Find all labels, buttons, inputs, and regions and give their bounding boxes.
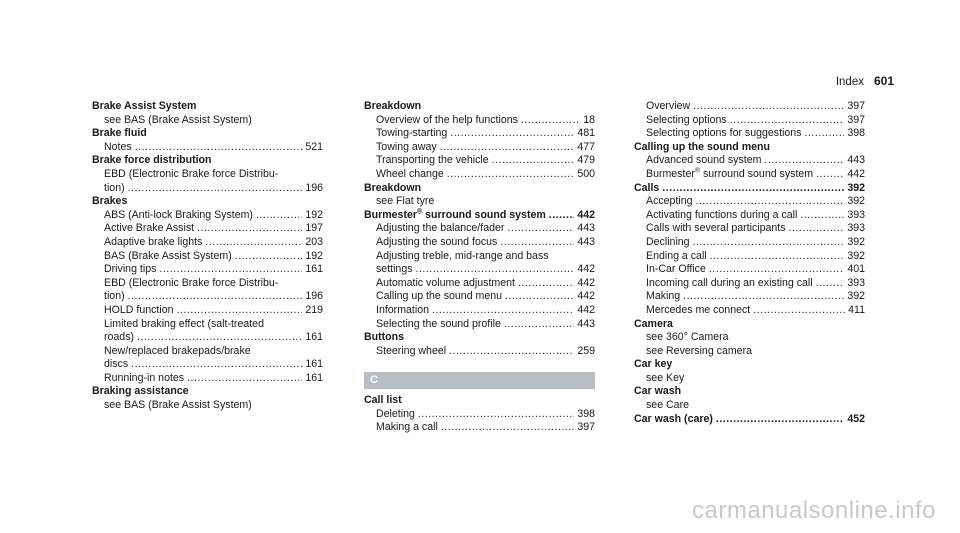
leader-dots <box>441 421 574 435</box>
leader-dots <box>789 222 845 236</box>
leader-dots <box>710 250 845 264</box>
index-subentry[interactable] <box>92 209 323 223</box>
entry-text: Towing-starting <box>376 127 448 140</box>
leader-dots <box>159 263 302 277</box>
index-subentry <box>364 250 595 264</box>
entry-text: Breakdown <box>364 181 422 194</box>
index-subentry <box>634 331 865 345</box>
index-subentry[interactable] <box>364 408 595 422</box>
index-subentry <box>634 372 865 386</box>
entry-text: see 360° Camera <box>646 331 729 344</box>
entry-text: Breakdown <box>364 100 422 112</box>
index-subentry[interactable] <box>364 421 595 435</box>
index-subentry[interactable] <box>92 141 323 155</box>
index-subentry <box>92 399 323 413</box>
leader-dots <box>521 114 580 128</box>
entry-text: Adjusting the balance/fader <box>376 222 505 235</box>
page-reference[interactable]: 398 <box>577 407 595 420</box>
leader-dots <box>549 209 575 223</box>
entry-text: HOLD function <box>104 303 174 316</box>
index-subentry[interactable] <box>634 209 865 223</box>
page-reference[interactable]: 219 <box>305 303 323 316</box>
entry-text: Steering wheel <box>376 344 447 357</box>
page-reference[interactable]: 397 <box>847 100 865 112</box>
index-subentry[interactable] <box>634 277 865 291</box>
entry-text: Selecting options for suggestions <box>646 127 802 140</box>
entry-text: see Key <box>646 371 685 384</box>
entry-text: see BAS (Brake Assist System) <box>104 113 252 126</box>
entry-text: settings <box>376 263 413 276</box>
leader-dots <box>507 222 574 236</box>
entry-text: see Reversing camera <box>646 344 752 357</box>
watermark: carmanualsonline.info <box>692 497 936 524</box>
page-reference[interactable]: 401 <box>847 263 865 276</box>
index-subentry <box>634 345 865 359</box>
entry-text: Active Brake Assist <box>104 222 195 235</box>
index-subentry[interactable] <box>634 154 865 168</box>
index-subentry <box>92 318 323 332</box>
index-subentry[interactable] <box>634 195 865 209</box>
index-heading <box>364 182 595 196</box>
entry-text: Car key <box>634 358 673 371</box>
index-subentry[interactable] <box>634 100 865 114</box>
entry-text: Advanced sound system <box>646 154 762 167</box>
entry-text: Accepting <box>646 195 693 208</box>
leader-dots <box>816 277 845 291</box>
page-reference[interactable]: 443 <box>577 317 595 330</box>
entry-text: Ending a call <box>646 249 707 262</box>
index-subentry[interactable] <box>364 154 595 168</box>
entry-text: In-Car Office <box>646 263 706 276</box>
page-reference[interactable]: 392 <box>847 290 865 303</box>
page-reference[interactable]: 197 <box>305 222 323 235</box>
index-subentry[interactable] <box>634 168 865 182</box>
leader-dots <box>492 154 575 168</box>
leader-dots <box>662 182 844 196</box>
page-reference[interactable]: 442 <box>577 276 595 289</box>
index-subentry <box>92 277 323 291</box>
leader-dots <box>128 290 303 304</box>
page-reference[interactable]: 442 <box>577 208 595 221</box>
page-reference[interactable]: 392 <box>847 195 865 208</box>
entry-text: Adaptive brake lights <box>104 235 203 248</box>
entry-text: tion) <box>104 290 125 303</box>
index-subentry[interactable] <box>92 222 323 236</box>
page-reference[interactable]: 479 <box>577 154 595 167</box>
entry-text: Buttons <box>364 331 405 344</box>
entry-text: BAS (Brake Assist System) <box>104 249 232 262</box>
index-subentry[interactable] <box>634 250 865 264</box>
entry-text: Automatic volume adjustment <box>376 276 515 289</box>
entry-text: Braking assistance <box>92 385 189 398</box>
entry-text: see Flat tyre <box>376 195 435 208</box>
page-reference[interactable]: 442 <box>577 263 595 276</box>
entry-text: Burmester® surround sound system <box>364 208 546 221</box>
page-reference[interactable]: 411 <box>848 303 865 316</box>
index-subentry[interactable] <box>364 304 595 318</box>
index-subentry[interactable] <box>634 290 865 304</box>
index-subentry[interactable] <box>364 290 595 304</box>
index-subentry <box>634 399 865 413</box>
page-header <box>836 74 894 88</box>
entry-text: Burmester® surround sound system <box>646 167 814 180</box>
entry-text: Selecting options <box>646 113 727 126</box>
leader-dots <box>518 277 574 291</box>
leader-dots <box>440 141 575 155</box>
page-reference[interactable]: 393 <box>847 276 865 289</box>
page-reference[interactable]: 481 <box>577 127 595 140</box>
index-heading <box>634 358 865 372</box>
leader-dots <box>504 318 574 332</box>
index-subentry[interactable] <box>634 127 865 141</box>
entry-text: Brake fluid <box>92 127 147 140</box>
entry-text: Call list <box>364 394 402 407</box>
entry-text: tion) <box>104 181 125 194</box>
page-reference[interactable]: 397 <box>847 113 865 126</box>
entry-text: Calling up the sound menu <box>634 140 770 153</box>
entry-text: roads) <box>104 331 135 344</box>
index-subentry <box>92 168 323 182</box>
index-heading <box>634 141 865 155</box>
leader-dots <box>418 408 574 422</box>
entry-text: Incoming call during an existing call <box>646 276 813 289</box>
index-column-2 <box>364 100 595 435</box>
index-heading <box>634 385 865 399</box>
entry-text: Declining <box>646 235 690 248</box>
leader-dots <box>135 141 303 155</box>
index-heading <box>364 331 595 345</box>
entry-text: Brakes <box>92 195 128 208</box>
page-reference[interactable]: 196 <box>305 290 323 303</box>
page-reference[interactable]: 392 <box>847 181 865 194</box>
leader-dots <box>804 127 844 141</box>
index-subentry[interactable] <box>92 331 323 345</box>
leader-dots <box>187 372 302 386</box>
page-number: 601 <box>873 74 894 88</box>
page-reference[interactable]: 18 <box>583 113 595 126</box>
entry-text: Brake force distribution <box>92 154 212 167</box>
leader-dots <box>205 236 302 250</box>
page-reference[interactable]: 161 <box>305 371 323 384</box>
entry-text: Selecting the sound profile <box>376 317 501 330</box>
index-subentry[interactable] <box>92 182 323 196</box>
section-letter-bar: C <box>364 372 595 389</box>
leader-dots <box>500 236 574 250</box>
page-reference[interactable]: 398 <box>847 127 865 140</box>
entry-text: Limited braking effect (salt-treated <box>104 317 264 330</box>
entry-text: Information <box>376 303 429 316</box>
index-heading <box>92 127 323 141</box>
entry-text: Overview <box>646 100 691 112</box>
entry-text: ABS (Anti-lock Braking System) <box>104 208 253 221</box>
leader-dots <box>696 195 845 209</box>
entry-text: EBD (Electronic Brake force Distribu- <box>104 276 279 289</box>
entry-text: Mercedes me connect <box>646 303 751 316</box>
leader-dots <box>131 358 302 372</box>
index-subentry[interactable] <box>634 222 865 236</box>
leader-dots <box>505 290 574 304</box>
index-heading[interactable] <box>364 209 595 223</box>
index-column-1 <box>92 100 323 413</box>
index-subentry <box>92 114 323 128</box>
page-reference[interactable]: 477 <box>577 140 595 153</box>
entry-text: Calls <box>634 181 660 194</box>
index-subentry[interactable] <box>92 304 323 318</box>
page-reference[interactable]: 452 <box>847 412 865 425</box>
leader-dots <box>709 263 844 277</box>
leader-dots <box>730 114 845 128</box>
page-reference[interactable]: 443 <box>847 154 865 167</box>
page-reference[interactable]: 161 <box>305 331 323 344</box>
entry-text: Car wash (care) <box>634 412 713 425</box>
leader-dots <box>432 304 574 318</box>
index-subentry[interactable] <box>92 250 323 264</box>
page-reference[interactable]: 521 <box>305 140 323 153</box>
entry-text: Making a call <box>376 421 438 434</box>
entry-text: Towing away <box>376 140 437 153</box>
index-subentry[interactable] <box>92 236 323 250</box>
index-subentry[interactable] <box>364 222 595 236</box>
entry-text: Calling up the sound menu <box>376 290 503 303</box>
index-subentry[interactable] <box>634 263 865 277</box>
index-heading[interactable] <box>634 413 865 427</box>
entry-text: Deleting <box>376 407 415 420</box>
entry-text: Calls with several participants <box>646 222 786 235</box>
leader-dots <box>449 345 574 359</box>
leader-dots <box>176 304 302 318</box>
entry-text: Running-in notes <box>104 371 185 384</box>
leader-dots <box>716 413 844 427</box>
index-subentry[interactable] <box>92 358 323 372</box>
index-heading <box>364 394 595 408</box>
index-subentry[interactable] <box>634 114 865 128</box>
index-subentry <box>364 195 595 209</box>
entry-text: see Care <box>646 399 689 412</box>
index-subentry[interactable] <box>364 277 595 291</box>
page-reference[interactable]: 443 <box>577 222 595 235</box>
leader-dots <box>197 222 302 236</box>
index-subentry[interactable] <box>634 304 865 318</box>
leader-dots <box>450 127 574 141</box>
entry-text: Transporting the vehicle <box>376 154 489 167</box>
entry-text: Wheel change <box>376 167 444 180</box>
leader-dots <box>447 168 575 182</box>
page-reference[interactable]: 392 <box>847 235 865 248</box>
index-subentry[interactable] <box>364 345 595 359</box>
page-reference[interactable]: 392 <box>847 249 865 262</box>
index-heading <box>92 385 323 399</box>
leader-dots <box>256 209 302 223</box>
index-heading <box>364 100 595 114</box>
page-reference[interactable]: 192 <box>305 249 323 262</box>
index-heading <box>92 154 323 168</box>
entry-text: Activating functions during a call <box>646 208 798 221</box>
page-reference[interactable]: 161 <box>305 358 323 371</box>
leader-dots <box>235 250 303 264</box>
page-reference[interactable]: 393 <box>847 208 865 221</box>
leader-dots <box>800 209 844 223</box>
entry-text: Adjusting treble, mid-range and bass <box>376 249 549 262</box>
index-subentry[interactable] <box>92 372 323 386</box>
leader-dots <box>693 100 844 114</box>
page-reference[interactable]: 442 <box>577 303 595 316</box>
entry-text: Notes <box>104 140 132 153</box>
entry-text: New/replaced brakepads/brake <box>104 344 251 357</box>
leader-dots <box>693 236 845 250</box>
entry-text: Overview of the help functions <box>376 113 518 126</box>
leader-dots <box>416 263 575 277</box>
entry-text: EBD (Electronic Brake force Distribu- <box>104 167 279 180</box>
entry-text: Brake Assist System <box>92 100 197 112</box>
page-reference[interactable]: 442 <box>847 167 865 180</box>
index-subentry <box>92 345 323 359</box>
leader-dots <box>137 331 302 345</box>
index-heading <box>92 195 323 209</box>
index-subentry[interactable] <box>364 114 595 128</box>
index-subentry[interactable] <box>364 236 595 250</box>
page-reference[interactable]: 397 <box>577 421 595 434</box>
index-subentry[interactable] <box>92 263 323 277</box>
page-reference[interactable]: 393 <box>847 222 865 235</box>
leader-dots <box>683 290 844 304</box>
index-heading <box>92 100 323 114</box>
index-subentry[interactable] <box>364 127 595 141</box>
page-reference[interactable]: 203 <box>305 235 323 248</box>
leader-dots <box>128 182 303 196</box>
page-reference[interactable]: 196 <box>305 181 323 194</box>
index-subentry[interactable] <box>634 236 865 250</box>
index-subentry[interactable] <box>364 263 595 277</box>
index-heading[interactable] <box>634 182 865 196</box>
index-subentry[interactable] <box>364 318 595 332</box>
index-subentry[interactable] <box>364 168 595 182</box>
entry-text: Making <box>646 290 681 303</box>
page-reference[interactable]: 500 <box>577 167 595 180</box>
entry-text: see BAS (Brake Assist System) <box>104 399 252 412</box>
leader-dots <box>753 304 845 318</box>
page-reference[interactable]: 443 <box>577 235 595 248</box>
entry-text: Camera <box>634 317 673 330</box>
index-subentry[interactable] <box>92 290 323 304</box>
page-reference[interactable]: 192 <box>305 208 323 221</box>
page-reference[interactable]: 161 <box>305 263 323 276</box>
header-title: Index <box>835 76 864 88</box>
page-reference[interactable]: 259 <box>577 344 595 357</box>
entry-text: Driving tips <box>104 263 157 276</box>
index-subentry[interactable] <box>364 141 595 155</box>
leader-dots <box>816 168 844 182</box>
page-reference[interactable]: 442 <box>577 290 595 303</box>
index-heading <box>634 318 865 332</box>
leader-dots <box>764 154 844 168</box>
index-column-3 <box>634 100 865 426</box>
entry-text: Car wash <box>634 385 682 398</box>
entry-text: Adjusting the sound focus <box>376 235 498 248</box>
entry-text: discs <box>104 358 129 371</box>
